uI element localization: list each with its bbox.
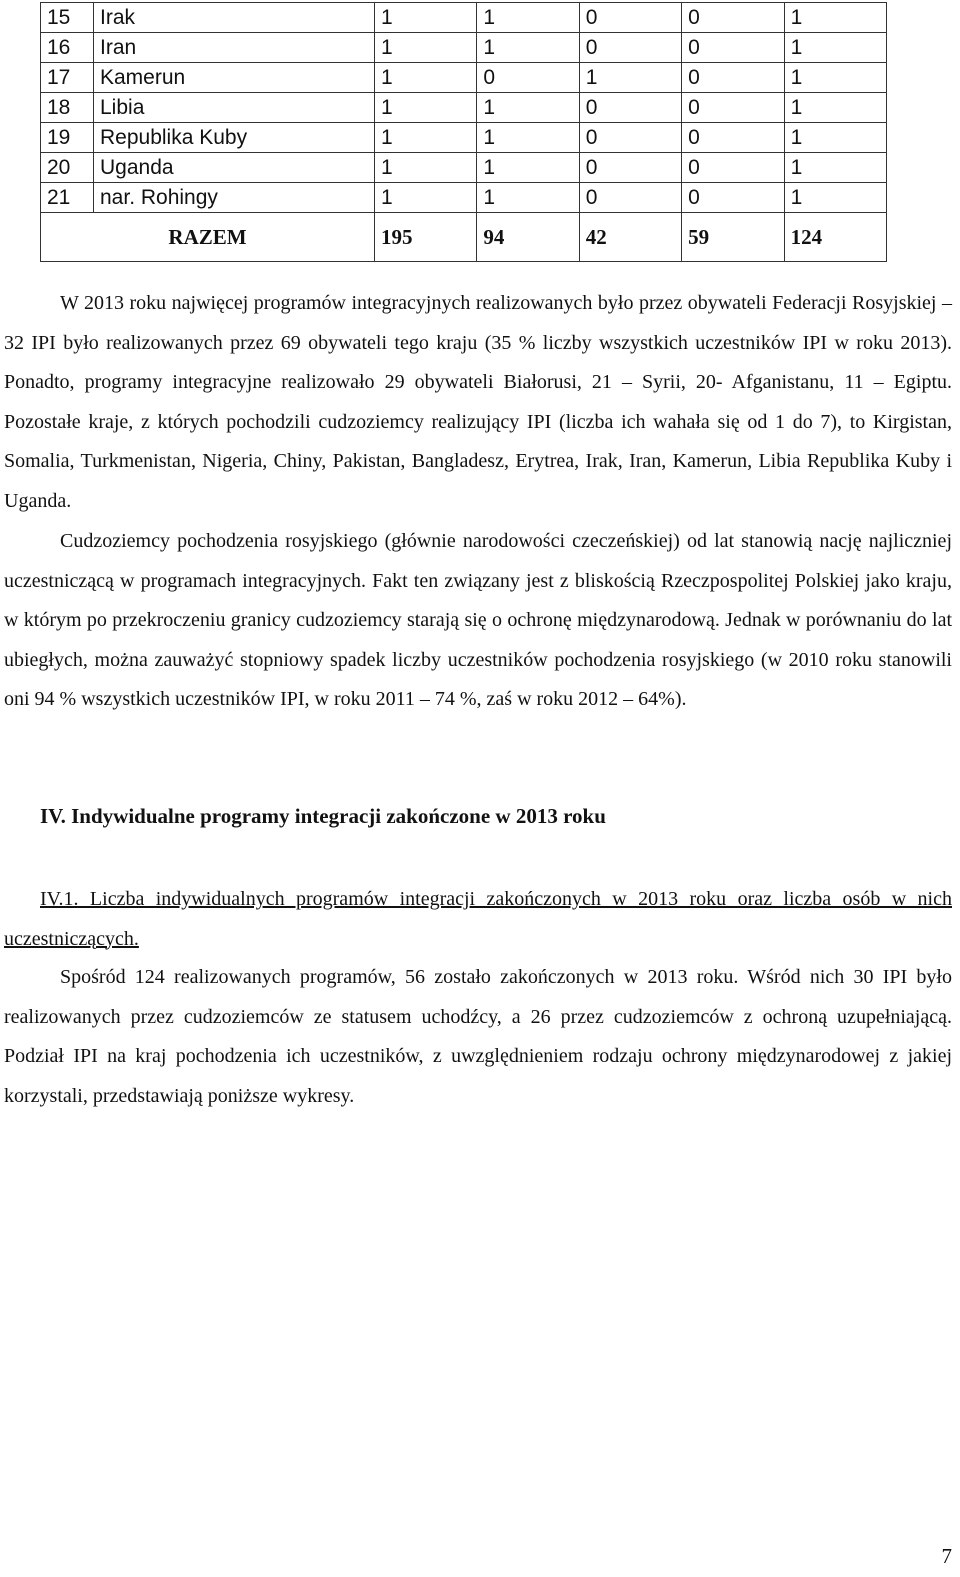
table-cell: 1 (784, 3, 886, 33)
table-cell: 0 (682, 33, 784, 63)
table-cell: 0 (579, 123, 681, 153)
country-name: Republika Kuby (94, 123, 375, 153)
table-cell: 1 (477, 3, 579, 33)
total-label: RAZEM (41, 213, 375, 262)
table-cell: 0 (579, 3, 681, 33)
table-row (41, 153, 887, 183)
country-table (40, 2, 887, 262)
row-number: 18 (41, 93, 94, 123)
country-name: nar. Rohingy (94, 183, 375, 213)
total-row (41, 213, 887, 262)
table-cell: 0 (579, 33, 681, 63)
row-number: 15 (41, 3, 94, 33)
table-cell: 1 (477, 123, 579, 153)
table-cell: 1 (375, 33, 477, 63)
table-cell: 0 (682, 93, 784, 123)
table-cell: 0 (682, 153, 784, 183)
table-cell: 0 (477, 63, 579, 93)
table-row (41, 183, 887, 213)
row-number: 19 (41, 123, 94, 153)
page-number: 7 (941, 1544, 952, 1568)
table-cell: 1 (477, 183, 579, 213)
table-cell: 1 (784, 63, 886, 93)
table-cell: 1 (375, 183, 477, 213)
table-cell: 0 (579, 183, 681, 213)
country-name: Kamerun (94, 63, 375, 93)
total-cell: 94 (477, 213, 579, 262)
total-cell: 195 (375, 213, 477, 262)
total-cell: 124 (784, 213, 886, 262)
table-cell: 1 (477, 93, 579, 123)
table-cell: 1 (784, 33, 886, 63)
table-row (41, 3, 887, 33)
table-cell: 0 (682, 183, 784, 213)
table-cell: 1 (784, 123, 886, 153)
table-row (41, 123, 887, 153)
table-row (41, 93, 887, 123)
paragraph-1: W 2013 roku najwięcej programów integracyjnych realizowanych było przez obywateli Federacji Rosyjskiej – 32 IPI było realizowanych przez 69 obywateli tego kraju (35 % liczby wszystkich uczestników IPI w roku 2013). Ponadto, programy integracyjne realizowało 29 obywateli Białorusi, 21 – Syrii, 20- Afganistanu, 11 – Egiptu. Pozostałe kraje, z których pochodzili cudzoziemcy realizujący IPI (liczba ich wahała się od 1 do 7), to Kirgistan, Somalia, Turkmenistan, Nigeria, Chiny, Pakistan, Bangladesz, Erytrea, Irak, Iran, Kamerun, Libia Republika Kuby i Uganda. (4, 292, 952, 512)
table-cell: 1 (477, 33, 579, 63)
total-cell: 42 (579, 213, 681, 262)
table-cell: 0 (579, 153, 681, 183)
row-number: 16 (41, 33, 94, 63)
table-cell: 0 (682, 3, 784, 33)
table-cell: 1 (477, 153, 579, 183)
table-row (41, 33, 887, 63)
row-number: 17 (41, 63, 94, 93)
table-cell: 1 (375, 123, 477, 153)
table-cell: 1 (784, 153, 886, 183)
paragraph-3: Spośród 124 realizowanych programów, 56 zostało zakończonych w 2013 roku. Wśród nich 30 IPI było realizowanych przez cudzoziemców ze statusem uchodźcy, a 26 przez cudzoziemców z ochroną uzupełniającą. Podział IPI na kraj pochodzenia ich uczestników, z uwzględnieniem rodzaju ochrony międzynarodowej z jakiej korzystali, przedstawiają poniższe wykresy. (4, 966, 952, 1107)
section-heading: IV. Indywidualne programy integracji zakończone w 2013 roku (40, 804, 606, 828)
table-cell: 1 (375, 93, 477, 123)
table-cell: 1 (784, 93, 886, 123)
table-cell: 1 (375, 3, 477, 33)
total-cell: 59 (682, 213, 784, 262)
table-cell: 0 (682, 63, 784, 93)
table-cell: 1 (784, 183, 886, 213)
paragraph-2: Cudzoziemcy pochodzenia rosyjskiego (głównie narodowości czeczeńskiej) od lat stanowią nację najliczniej uczestniczącą w programach integracyjnych. Fakt ten związany jest z bliskością Rzeczpospolitej Polskiej jako kraju, w którym po przekroczeniu granicy cudzoziemcy starają się o ochronę międzynarodową. Jednak w porównaniu do lat ubiegłych, można zauważyć stopniowy spadek liczby uczestników pochodzenia rosyjskiego (w 2010 roku stanowili oni 94 % wszystkich uczestników IPI, w roku 2011 – 74 %, zaś w roku 2012 – 64%). (4, 530, 952, 711)
country-name: Uganda (94, 153, 375, 183)
table-cell: 1 (375, 153, 477, 183)
table-cell: 0 (579, 93, 681, 123)
table-cell: 0 (682, 123, 784, 153)
row-number: 20 (41, 153, 94, 183)
table-cell: 1 (375, 63, 477, 93)
table-cell: 1 (579, 63, 681, 93)
country-name: Irak (94, 3, 375, 33)
country-name: Libia (94, 93, 375, 123)
country-name: Iran (94, 33, 375, 63)
row-number: 21 (41, 183, 94, 213)
subsection-heading: IV.1. Liczba indywidualnych programów integracji zakończonych w 2013 roku oraz liczba osób w nich uczestniczących. (4, 888, 952, 950)
table-row (41, 63, 887, 93)
